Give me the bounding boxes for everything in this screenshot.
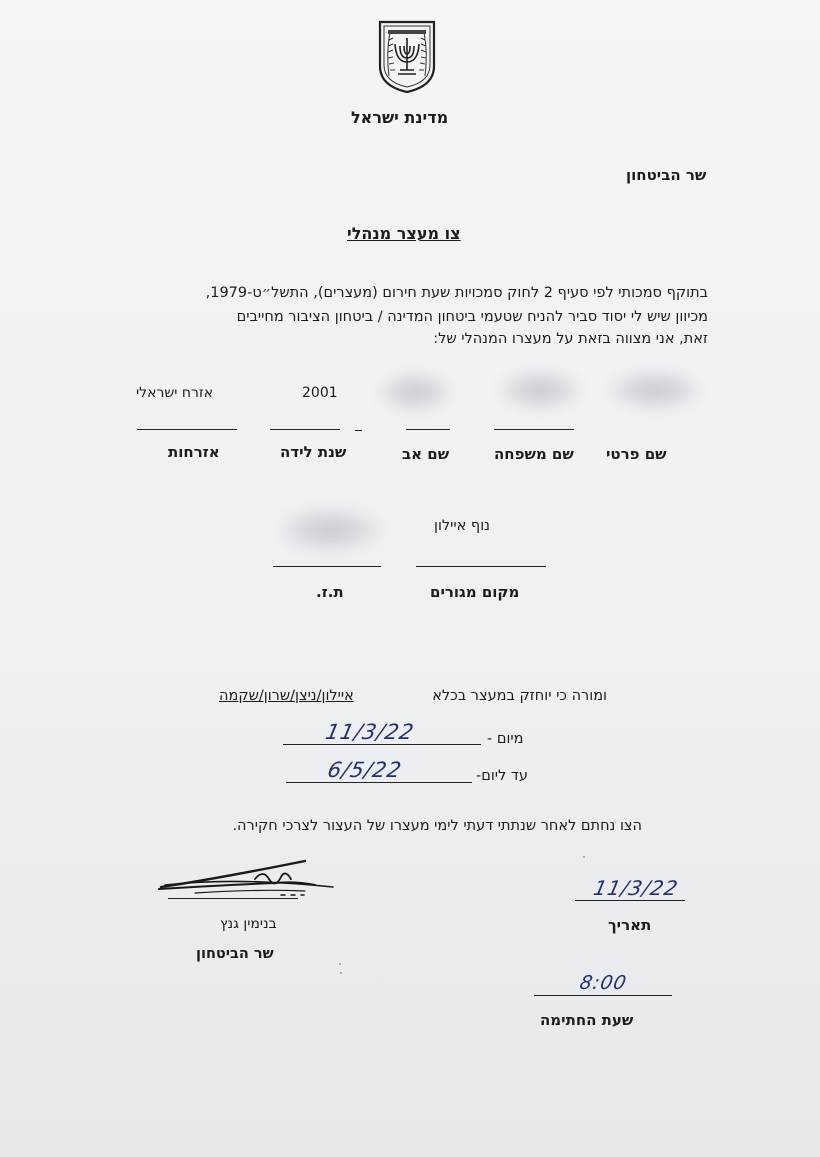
citizenship-value: אזרח ישראלי xyxy=(136,385,214,401)
birth-year-value: 2001 xyxy=(302,385,338,401)
redacted-id-number xyxy=(280,508,380,552)
paragraph-line-1: בתוקף סמכותי לפי סעיף 2 לחוק סמכויות שעת חירום (מעצרים), התשל״ט-1979, xyxy=(205,285,708,301)
paragraph-line-2: מכיוון שיש לי יסוד סביר להניח שטעמי ביטחון המדינה / ביטחון הציבור מחייבים xyxy=(236,309,708,325)
signature-time-label: שעת החתימה xyxy=(540,1011,634,1029)
minister-title-header: שר הביטחון xyxy=(626,166,707,184)
signature-date-line xyxy=(575,900,685,901)
residence-label: מקום מגורים xyxy=(430,583,520,601)
to-date-line xyxy=(286,782,472,783)
from-date-handwritten: 11/3/22 xyxy=(323,720,417,744)
from-date-line xyxy=(283,744,481,745)
residence-line xyxy=(416,566,546,567)
paragraph-line-3: זאת, אני מצווה בזאת על מעצרו המנהלי של: xyxy=(433,331,708,347)
id-number-line xyxy=(273,566,381,567)
id-number-label: ת.ז. xyxy=(316,583,344,601)
signature-time-line xyxy=(534,995,672,996)
redacted-first-name xyxy=(610,370,700,410)
state-name: מדינת ישראל xyxy=(351,108,449,127)
from-date-label: מיום - xyxy=(487,731,524,747)
scan-speck xyxy=(583,856,585,858)
redacted-father-name xyxy=(380,372,450,412)
signature-date-handwritten: 11/3/22 xyxy=(591,876,681,900)
signer-name: בנימין גנץ xyxy=(220,916,277,932)
to-date-label: עד ליום- xyxy=(476,768,528,784)
prison-text: ומורה כי יוחזק במעצר בכלא xyxy=(432,688,607,704)
father-name-label: שם אב xyxy=(402,445,450,463)
signature-date-label: תאריך xyxy=(608,916,652,934)
birth-year-label: שנת לידה xyxy=(280,443,347,461)
prison-list: איילון/ניצן/שרון/שקמה xyxy=(219,688,354,704)
citizenship-line xyxy=(137,429,237,430)
signature-time-handwritten: 8:00 xyxy=(577,972,630,994)
dash-mark xyxy=(355,430,362,431)
to-date-handwritten: 6/5/22 xyxy=(325,758,405,782)
birth-year-line xyxy=(270,429,340,430)
father-name-line xyxy=(406,429,450,430)
first-name-label: שם פרטי xyxy=(606,445,667,463)
scan-speck xyxy=(340,972,342,974)
scan-speck xyxy=(339,963,341,965)
family-name-label: שם משפחה xyxy=(494,445,574,463)
document-title: צו מעצר מנהלי xyxy=(347,224,461,243)
redacted-family-name xyxy=(500,370,580,410)
citizenship-label: אזרחות xyxy=(168,443,220,461)
residence-value: נוף איילון xyxy=(434,518,490,534)
order-statement: הצו נחתם לאחר שנתתי דעתי לימי מעצרו של העצור לצרכי חקירה. xyxy=(232,818,642,834)
signer-title: שר הביטחון xyxy=(196,946,274,962)
signature-line xyxy=(168,898,298,899)
state-emblem-icon xyxy=(376,18,438,94)
family-name-line xyxy=(494,429,574,430)
